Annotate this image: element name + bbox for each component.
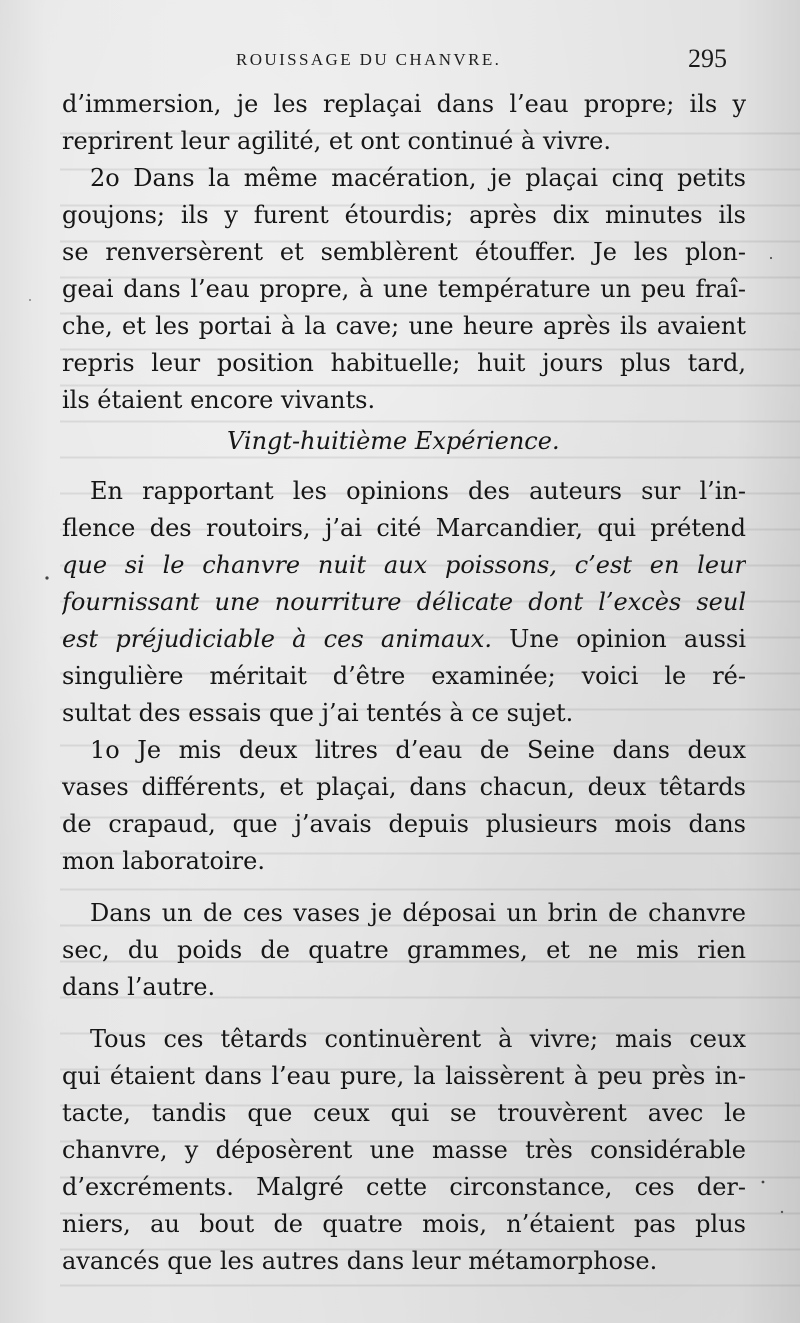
text-line: mon laboratoire. <box>62 847 265 875</box>
paragraph-tetards <box>62 732 746 880</box>
paragraph-chanvre-sec <box>62 895 746 1006</box>
text-line: che, et les portai à la cave; une heure après ils avaient <box>62 312 746 340</box>
text-line: se renversèrent et semblèrent étouffer. Je les plon- <box>62 238 746 266</box>
paragraph-conclusion <box>62 1021 746 1280</box>
text-line: 1o Je mis deux litres d’eau de Seine dans deux <box>90 736 746 764</box>
text-line: Dans un de ces vases je déposai un brin de chanvre <box>90 899 746 927</box>
text-line: geai dans l’eau propre, à une température un peu fraî- <box>62 275 746 303</box>
running-head: ROUISSAGE DU CHANVRE. <box>236 50 502 69</box>
italic-quote-line: fournissant une nourriture délicate dont l’excès seul <box>62 588 746 616</box>
text-line: sultat des essais que j’ai tentés à ce sujet. <box>62 699 574 727</box>
paper-speck <box>781 1211 783 1213</box>
mixed-line <box>62 621 746 658</box>
italic-quote-line: que si le chanvre nuit aux poissons, c’est en leur <box>62 551 746 579</box>
text-line: sec, du poids de quatre grammes, et ne mis rien <box>62 936 746 964</box>
text-line: repris leur position habituelle; huit jours plus tard, <box>62 349 746 377</box>
paper-speck <box>770 257 772 259</box>
text-line: niers, au bout de quatre mois, n’étaient pas plus <box>62 1210 746 1238</box>
page-number: 295 <box>688 44 727 73</box>
paragraph-continuation <box>62 86 746 160</box>
paper-speck <box>762 1181 765 1184</box>
italic-quote-end: est préjudiciable à ces animaux. <box>62 625 492 653</box>
text-line: reprirent leur agilité, et ont continué à vivre. <box>62 127 611 155</box>
text-line: Tous ces têtards continuèrent à vivre; mais ceux <box>90 1025 746 1053</box>
text-fragment: Une opinion aussi <box>491 625 746 653</box>
text-line: chanvre, y déposèrent une masse très considérable <box>62 1136 746 1164</box>
text-line: 2o Dans la même macération, je plaçai cinq petits <box>90 164 746 192</box>
text-line: de crapaud, que j’avais depuis plusieurs mois dans <box>62 810 746 838</box>
text-line: tacte, tandis que ceux qui se trouvèrent avec le <box>62 1099 746 1127</box>
text-line: singulière méritait d’être examinée; voici le ré- <box>62 662 746 690</box>
paragraph-gap <box>62 880 746 895</box>
text-line: d’immersion, je les replaçai dans l’eau propre; ils y <box>62 90 746 118</box>
paper-speck <box>45 576 48 579</box>
paper-speck <box>29 299 31 301</box>
paragraph-goujons <box>62 160 746 419</box>
text-line: d’excréments. Malgré cette circonstance, ces der- <box>62 1173 746 1201</box>
text-line: goujons; ils y furent étourdis; après dix minutes ils <box>62 201 746 229</box>
paragraph-marcandier <box>62 473 746 732</box>
text-line: flence des routoirs, j’ai cité Marcandier, qui prétend <box>62 514 746 542</box>
text-line: vases différents, et plaçai, dans chacun, deux têtards <box>62 773 746 801</box>
text-line: En rapportant les opinions des auteurs sur l’in- <box>90 477 746 505</box>
page-header <box>0 44 800 88</box>
text-line: dans l’autre. <box>62 973 216 1001</box>
section-heading: Vingt-huitième Expérience. <box>227 427 560 455</box>
paragraph-gap <box>62 1006 746 1021</box>
text-line: ils étaient encore vivants. <box>62 386 376 414</box>
page-body <box>62 86 746 1280</box>
text-line: avancés que les autres dans leur métamorphose. <box>62 1247 658 1275</box>
text-line: qui étaient dans l’eau pure, la laissèrent à peu près in- <box>62 1062 746 1090</box>
